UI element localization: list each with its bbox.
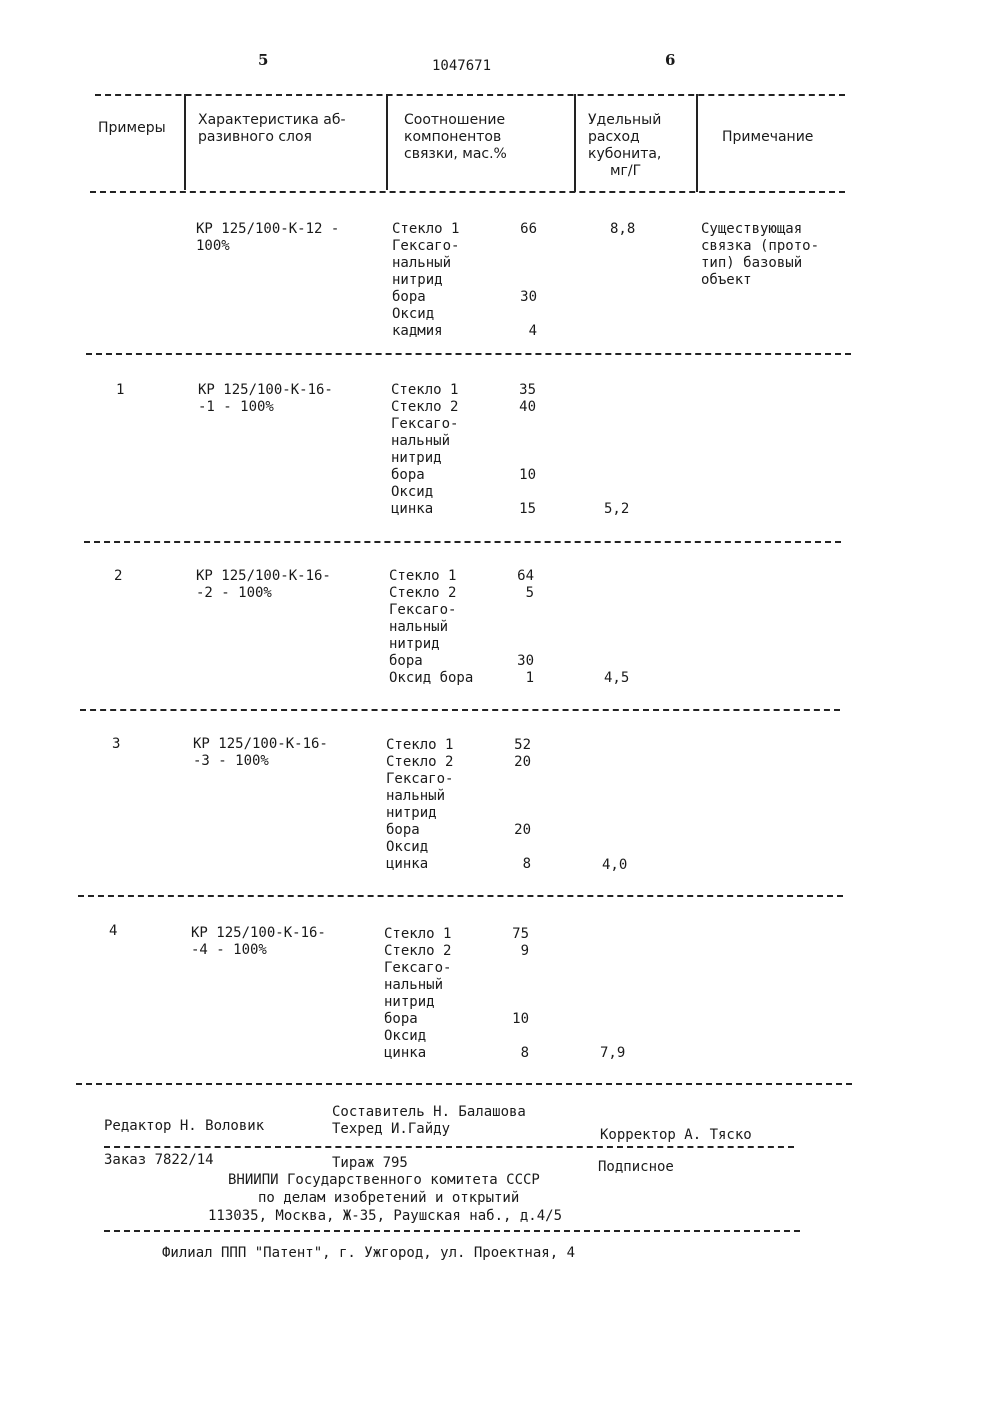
component-value: 64 (517, 568, 534, 584)
header-divider-4 (696, 94, 698, 192)
row-2-components (389, 568, 534, 687)
header-examples: Примеры (98, 120, 166, 136)
component-name: Гексаго- (384, 960, 452, 976)
row-3-consumption: 4,0 (602, 857, 628, 873)
footer-subscription: Подписное (598, 1159, 674, 1175)
component-value: 30 (520, 289, 537, 305)
row-2-example: 2 (114, 568, 123, 584)
component-name: Стекло 2 (384, 943, 452, 959)
characteristic-line: -3 - 100% (193, 753, 269, 769)
header-ratio-line: Соотношение (404, 112, 506, 128)
component-line (391, 450, 536, 467)
component-name: Стекло 1 (392, 221, 460, 237)
table-top-rule (95, 94, 845, 96)
component-line (384, 943, 529, 960)
characteristic-line: КР 125/100-К-16- (191, 925, 326, 941)
component-line (384, 1011, 529, 1028)
characteristic-line: 100% (196, 238, 230, 254)
header-consumption-line: мг/Г (610, 163, 642, 179)
component-name: Гексаго- (386, 771, 454, 787)
row-4-consumption: 7,9 (600, 1045, 626, 1061)
component-value: 20 (514, 754, 531, 770)
component-value: 75 (512, 926, 529, 942)
component-line (391, 416, 536, 433)
row-1-example: 1 (116, 382, 125, 398)
header-consumption-line: кубонита, (588, 146, 662, 162)
row-1-characteristic (198, 382, 333, 416)
row-4-characteristic (191, 925, 326, 959)
component-name: Гексаго- (389, 602, 457, 618)
header-consumption-line: расход (588, 129, 640, 145)
characteristic-line: КР 125/100-К-16- (198, 382, 333, 398)
component-line (386, 822, 531, 839)
footer-rule (104, 1230, 800, 1232)
component-name: Оксид (392, 306, 435, 322)
component-line (384, 960, 529, 977)
component-line (392, 255, 537, 272)
table-bottom-rule (76, 1083, 852, 1085)
component-value: 4 (528, 323, 537, 339)
component-name: Стекло 1 (384, 926, 452, 942)
component-value: 5 (525, 585, 534, 601)
header-divider-2 (386, 94, 388, 190)
footer-compiler: Составитель Н. Балашова (332, 1104, 526, 1120)
component-name: Оксид (386, 839, 429, 855)
component-value: 30 (517, 653, 534, 669)
footer-circulation: Тираж 795 (332, 1155, 408, 1171)
component-line (389, 619, 534, 636)
note-line: связка (прото- (701, 238, 820, 254)
component-value: 9 (520, 943, 529, 959)
component-value: 8 (520, 1045, 529, 1061)
component-value: 10 (519, 467, 536, 483)
component-name: нитрид (392, 272, 443, 288)
header-consumption-line: Удельный (588, 112, 662, 128)
component-value: 15 (519, 501, 536, 517)
component-line (392, 221, 537, 238)
component-name: Стекло 2 (386, 754, 454, 770)
component-name: нальный (386, 788, 446, 804)
row-0-components (392, 221, 537, 340)
header-characteristic (198, 112, 346, 146)
component-name: кадмия (392, 323, 443, 339)
note-line: Существующая (701, 221, 803, 237)
characteristic-line: КР 125/100-К-16- (193, 736, 328, 752)
component-line (391, 467, 536, 484)
component-line (389, 670, 534, 687)
footer-techred: Техред И.Гайду (332, 1121, 451, 1137)
footer-rule (104, 1146, 794, 1148)
component-name: нитрид (384, 994, 435, 1010)
page-number-right: 6 (665, 51, 676, 69)
component-value: 20 (514, 822, 531, 838)
component-value: 8 (522, 856, 531, 872)
component-line (386, 771, 531, 788)
footer-branch: Филиал ППП "Патент", г. Ужгород, ул. Проектная, 4 (162, 1245, 576, 1261)
component-line (391, 433, 536, 450)
component-name: нальный (392, 255, 452, 271)
row-4-components (384, 926, 529, 1062)
component-name: нальный (391, 433, 451, 449)
header-ratio-line: компонентов (404, 129, 502, 145)
component-name: Стекло 1 (391, 382, 459, 398)
characteristic-line: КР 125/100-К-12 - (196, 221, 340, 237)
component-name: Оксид (391, 484, 434, 500)
component-name: нитрид (386, 805, 437, 821)
component-name: нитрид (391, 450, 442, 466)
header-characteristic-line: Характеристика аб- (198, 112, 346, 128)
component-value: 66 (520, 221, 537, 237)
component-name: бора (389, 653, 423, 669)
component-name: Оксид бора (389, 670, 474, 686)
header-ratio (404, 112, 507, 163)
header-bottom-rule (90, 191, 845, 193)
component-name: Стекло 2 (389, 585, 457, 601)
component-value: 40 (519, 399, 536, 415)
component-line (392, 306, 537, 323)
footer-order: Заказ 7822/14 (104, 1152, 214, 1168)
component-line (389, 585, 534, 602)
row-3-characteristic (193, 736, 328, 770)
footer-org-line1: ВНИИПИ Государственного комитета СССР (228, 1172, 540, 1188)
row-0-note (701, 221, 819, 289)
row-separator (86, 353, 851, 355)
component-line (384, 1028, 529, 1045)
component-name: цинка (391, 501, 434, 517)
component-name: Гексаго- (392, 238, 460, 254)
header-divider-3 (574, 94, 576, 192)
component-line (384, 994, 529, 1011)
row-separator (84, 541, 841, 543)
component-line (392, 323, 537, 340)
component-line (392, 289, 537, 306)
row-1-components (391, 382, 536, 518)
component-name: Гексаго- (391, 416, 459, 432)
header-consumption (588, 112, 661, 180)
component-name: бора (392, 289, 426, 305)
page-number-left: 5 (258, 51, 269, 69)
row-3-components (386, 737, 531, 873)
component-name: бора (386, 822, 420, 838)
component-line (386, 737, 531, 754)
note-line: тип) базовый (701, 255, 803, 271)
row-1-consumption: 5,2 (604, 501, 630, 517)
component-line (389, 568, 534, 585)
row-separator (80, 709, 840, 711)
row-3-example: 3 (112, 736, 121, 752)
row-2-consumption: 4,5 (604, 670, 630, 686)
header-ratio-line: связки, мас.% (404, 146, 507, 162)
component-line (386, 805, 531, 822)
header-divider-1 (184, 94, 186, 190)
component-value: 1 (525, 670, 534, 686)
component-name: Стекло 1 (386, 737, 454, 753)
characteristic-line: -2 - 100% (196, 585, 272, 601)
component-line (384, 977, 529, 994)
footer-address: 113035, Москва, Ж-35, Раушская наб., д.4/5 (208, 1208, 563, 1224)
component-name: бора (384, 1011, 418, 1027)
component-name: нальный (389, 619, 449, 635)
component-line (389, 602, 534, 619)
component-line (389, 653, 534, 670)
component-line (384, 1045, 529, 1062)
component-line (391, 484, 536, 501)
component-line (391, 501, 536, 518)
footer-editor: Редактор Н. Воловик (104, 1118, 265, 1134)
component-line (392, 272, 537, 289)
row-2-characteristic (196, 568, 331, 602)
patent-number: 1047671 (432, 58, 492, 74)
component-value: 52 (514, 737, 531, 753)
component-line (386, 754, 531, 771)
component-line (386, 788, 531, 805)
component-line (391, 399, 536, 416)
row-4-example: 4 (109, 923, 118, 939)
note-line: объект (701, 272, 752, 288)
row-0-consumption: 8,8 (610, 221, 636, 237)
component-line (386, 839, 531, 856)
row-separator (78, 895, 843, 897)
component-value: 10 (512, 1011, 529, 1027)
footer-org-line2: по делам изобретений и открытий (258, 1190, 520, 1206)
component-line (392, 238, 537, 255)
component-name: Стекло 1 (389, 568, 457, 584)
component-name: нитрид (389, 636, 440, 652)
component-line (384, 926, 529, 943)
component-line (391, 382, 536, 399)
characteristic-line: -1 - 100% (198, 399, 274, 415)
component-line (389, 636, 534, 653)
component-name: цинка (384, 1045, 427, 1061)
characteristic-line: -4 - 100% (191, 942, 267, 958)
row-0-characteristic (196, 221, 339, 255)
header-note: Примечание (722, 129, 814, 145)
component-name: бора (391, 467, 425, 483)
footer-corrector: Корректор А. Тяско (600, 1127, 752, 1143)
component-name: Стекло 2 (391, 399, 459, 415)
component-line (386, 856, 531, 873)
header-characteristic-line: разивного слоя (198, 129, 312, 145)
component-name: цинка (386, 856, 429, 872)
characteristic-line: КР 125/100-К-16- (196, 568, 331, 584)
component-name: Оксид (384, 1028, 427, 1044)
component-value: 35 (519, 382, 536, 398)
component-name: нальный (384, 977, 444, 993)
